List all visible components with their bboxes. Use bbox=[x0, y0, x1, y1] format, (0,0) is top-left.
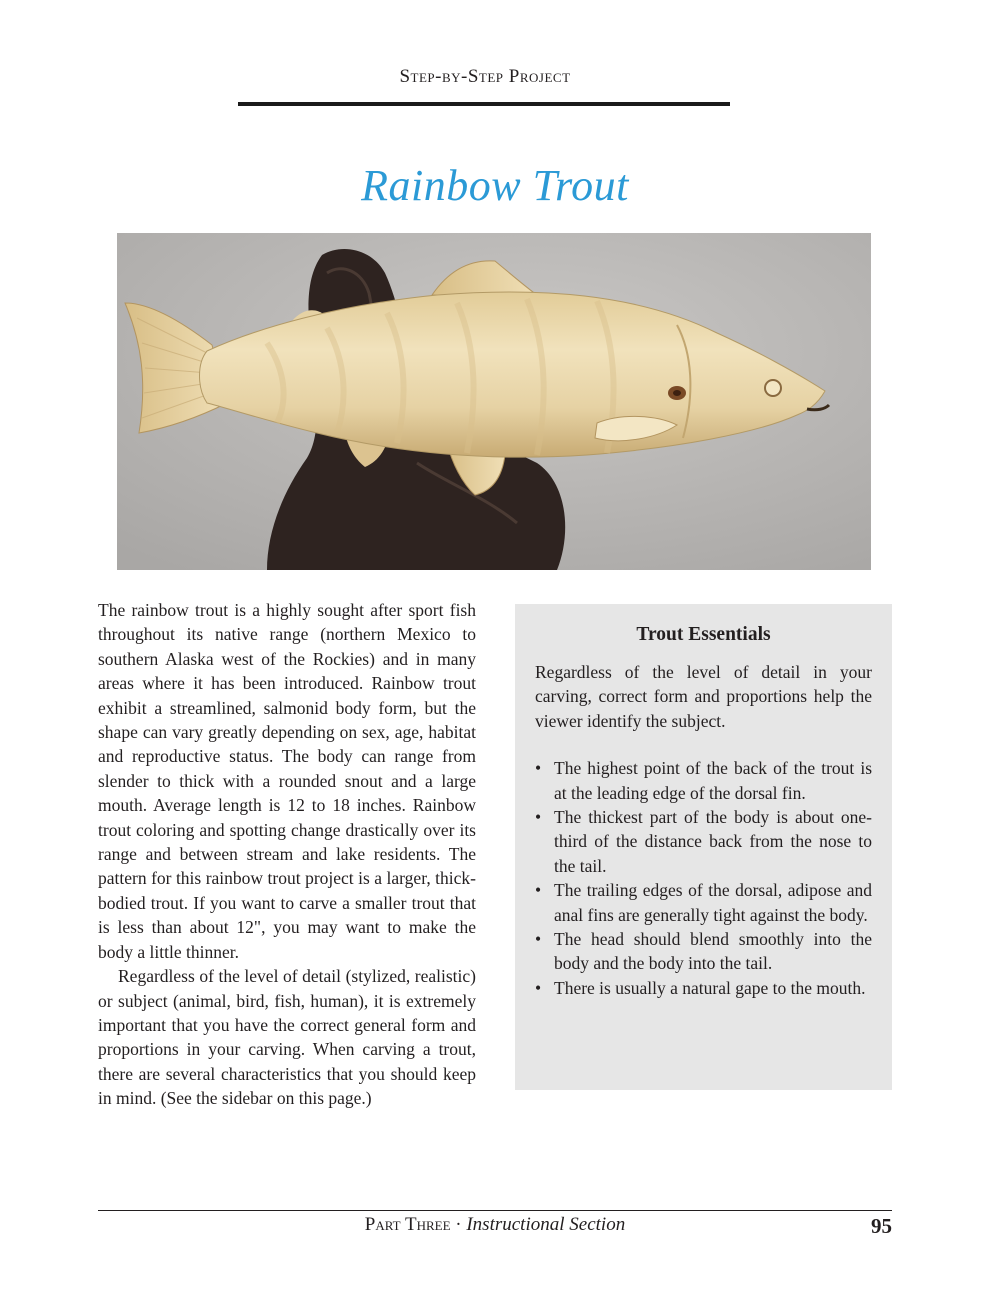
sidebar-list-item: • The head should blend smoothly into the body and the body into the tail. bbox=[535, 929, 872, 974]
bullet-icon: • bbox=[535, 758, 542, 779]
bullet-icon: • bbox=[535, 977, 542, 998]
page-footer bbox=[98, 1214, 892, 1242]
sidebar-list-item: • The thickest part of the body is about one-third of the distance back from the nose to the tail. bbox=[535, 807, 872, 876]
sidebar-list-item: • There is usually a natural gape to the mouth. bbox=[535, 976, 872, 1000]
footer-section: Instructional Section bbox=[466, 1214, 626, 1235]
bullet-icon: • bbox=[535, 807, 542, 828]
sidebar-intro: Regardless of the level of detail in your carving, correct form and proportions help the viewer identify the subject. bbox=[535, 662, 872, 731]
sidebar-trout-essentials bbox=[515, 604, 892, 1090]
page-number: 95 bbox=[871, 1214, 892, 1238]
sidebar-title: Trout Essentials bbox=[636, 624, 771, 645]
sidebar-list bbox=[535, 756, 872, 1000]
footer-part: Part Three bbox=[364, 1214, 451, 1235]
body-paragraph: The rainbow trout is a highly sought after sport fish throughout its native range (northern Mexico to southern Alaska west of the Rockies) and in many areas where it has been introduced. Rainbow trout exhibit a streamlined, salmonid body form, but the shape can vary greatly depending on sex, age, habitat and reproductive status. The body can range from slender to thick with a rounded snout and a large mouth. Average length is 12 to 18 inches. Rainbow trout coloring and spotting change drastically over its range and between stream and lake residents. The pattern for this rainbow trout project is a larger, thick-bodied trout. If you want to carve a smaller trout that is less than about 12", you may want to make the body a little thinner. bbox=[98, 600, 476, 962]
sidebar-list-item: • The trailing edges of the dorsal, adipose and anal fins are generally tight against the body. bbox=[535, 880, 872, 925]
footer-separator: · bbox=[450, 1214, 467, 1235]
page-title: Rainbow Trout bbox=[361, 161, 629, 210]
running-head: Step-by-Step Project bbox=[399, 66, 571, 87]
header-rule bbox=[238, 102, 730, 106]
bullet-icon: • bbox=[535, 929, 542, 950]
sidebar-list-item: • The highest point of the back of the trout is at the leading edge of the dorsal fin. bbox=[535, 758, 872, 803]
body-text bbox=[98, 598, 476, 1111]
bullet-icon: • bbox=[535, 880, 542, 901]
body-paragraph: Regardless of the level of detail (stylized, realistic) or subject (animal, bird, fish, human), it is extremely important that you have the correct general form and proportions in your carving. When carving a trout, there are several characteristics that you should keep in mind. (See the sidebar on this page.) bbox=[98, 966, 476, 1109]
trout-carving-photo bbox=[117, 233, 871, 570]
footer-rule bbox=[98, 1210, 892, 1211]
